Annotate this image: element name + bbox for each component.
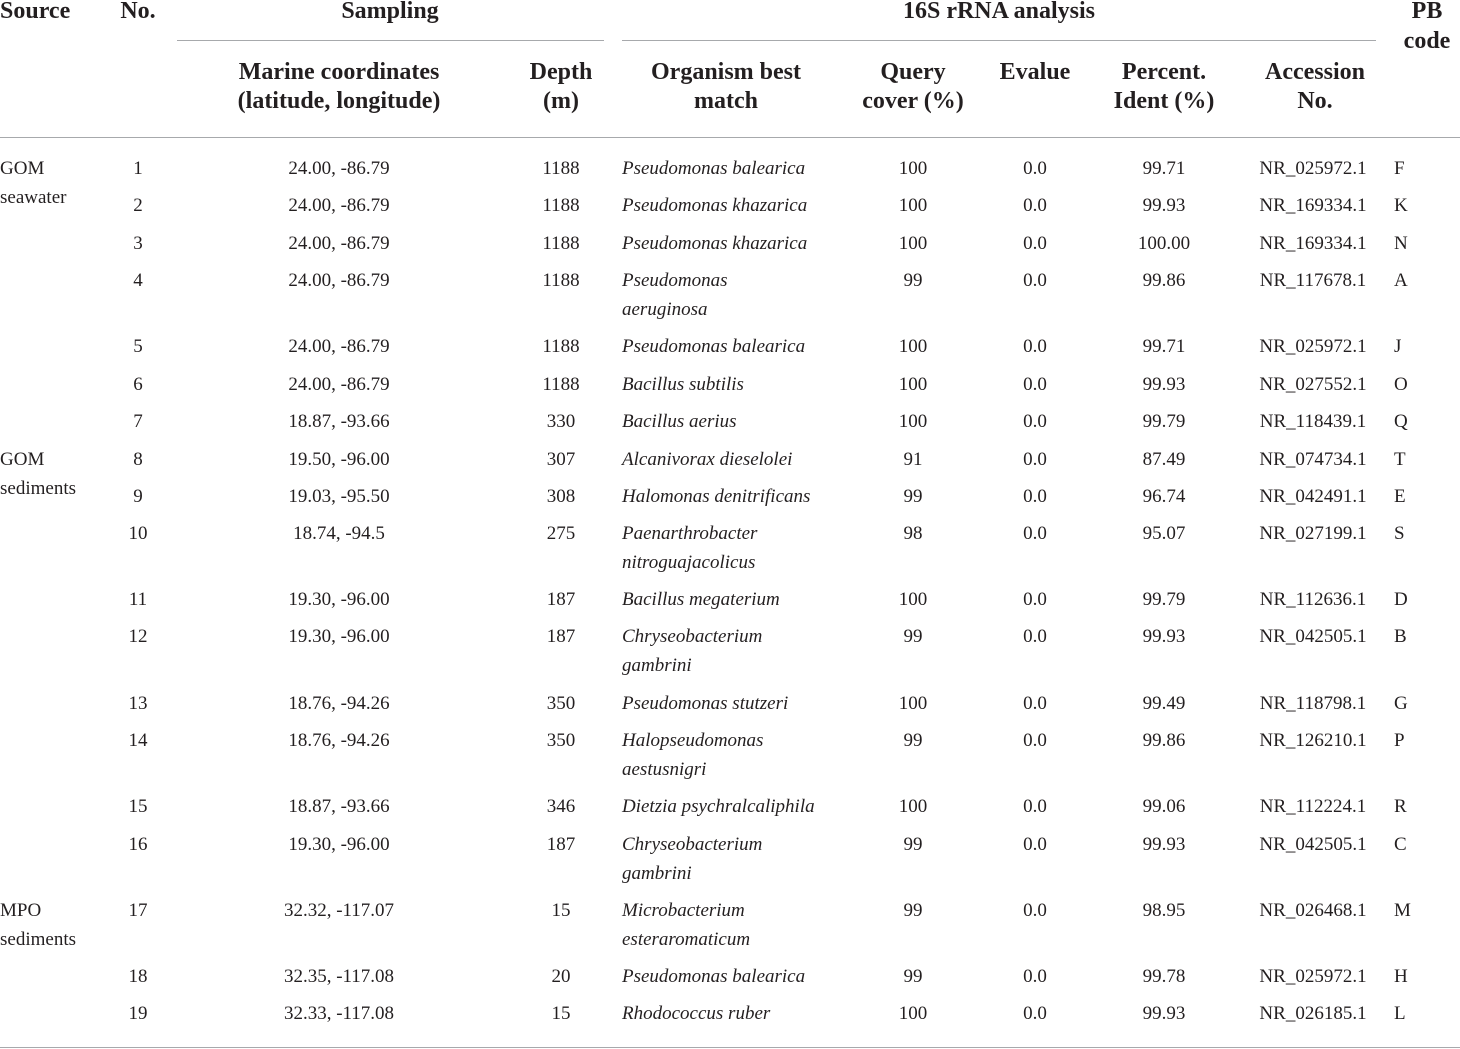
cell-query-cover: 91 bbox=[903, 449, 923, 470]
cell-no: 12 bbox=[128, 626, 148, 647]
cell-query-cover: 100 bbox=[898, 796, 928, 817]
cell-organism: Dietzia psychralcaliphila bbox=[622, 796, 815, 817]
cell-organism: gambrini bbox=[622, 863, 692, 884]
header-organism-line1: Organism best bbox=[651, 59, 801, 85]
cell-depth: 1188 bbox=[542, 233, 580, 254]
cell-accession: NR_126210.1 bbox=[1259, 730, 1367, 751]
cell-no: 13 bbox=[128, 693, 148, 714]
cell-coordinates: 18.87, -93.66 bbox=[288, 411, 390, 432]
cell-pb-code: Q bbox=[1394, 411, 1408, 432]
cell-no: 5 bbox=[133, 336, 143, 357]
cell-query-cover: 100 bbox=[898, 589, 928, 610]
cell-no: 7 bbox=[133, 411, 143, 432]
cell-organism: Pseudomonas bbox=[622, 270, 728, 291]
cell-coordinates: 24.00, -86.79 bbox=[288, 233, 390, 254]
cell-evalue: 0.0 bbox=[1023, 626, 1047, 647]
cell-no: 17 bbox=[128, 900, 148, 921]
cell-evalue: 0.0 bbox=[1023, 589, 1047, 610]
cell-evalue: 0.0 bbox=[1023, 693, 1047, 714]
cell-coordinates: 24.00, -86.79 bbox=[288, 374, 390, 395]
cell-no: 9 bbox=[133, 486, 143, 507]
header-query-cover-line2: cover (%) bbox=[862, 88, 964, 114]
cell-query-cover: 100 bbox=[898, 195, 928, 216]
cell-no: 14 bbox=[128, 730, 148, 751]
cell-organism: Bacillus megaterium bbox=[622, 589, 780, 610]
cell-source: MPO bbox=[0, 900, 42, 921]
cell-no: 2 bbox=[133, 195, 143, 216]
cell-no: 3 bbox=[133, 233, 143, 254]
cell-percent-ident: 99.93 bbox=[1142, 1003, 1186, 1024]
header-pb-code-line1: PB bbox=[1411, 0, 1443, 24]
cell-organism: gambrini bbox=[622, 655, 692, 676]
header-percent-ident-line2: Ident (%) bbox=[1113, 88, 1215, 114]
cell-depth: 308 bbox=[546, 486, 576, 507]
cell-coordinates: 24.00, -86.79 bbox=[288, 195, 390, 216]
cell-organism: Chryseobacterium bbox=[622, 626, 763, 647]
cell-source: sediments bbox=[0, 478, 76, 499]
cell-organism: Pseudomonas balearica bbox=[622, 336, 806, 357]
cell-coordinates: 24.00, -86.79 bbox=[288, 336, 390, 357]
cell-organism: Bacillus subtilis bbox=[622, 374, 744, 395]
cell-no: 6 bbox=[133, 374, 143, 395]
cell-percent-ident: 99.93 bbox=[1142, 374, 1186, 395]
header-evalue: Evalue bbox=[999, 59, 1071, 85]
cell-accession: NR_074734.1 bbox=[1259, 449, 1367, 470]
cell-percent-ident: 99.79 bbox=[1142, 589, 1186, 610]
cell-evalue: 0.0 bbox=[1023, 796, 1047, 817]
cell-organism: Pseudomonas khazarica bbox=[622, 233, 808, 254]
cell-pb-code: K bbox=[1394, 195, 1408, 216]
cell-no: 8 bbox=[133, 449, 143, 470]
cell-pb-code: O bbox=[1394, 374, 1408, 395]
cell-organism: Chryseobacterium bbox=[622, 834, 763, 855]
cell-accession: NR_118798.1 bbox=[1259, 693, 1367, 714]
cell-evalue: 0.0 bbox=[1023, 900, 1047, 921]
cell-percent-ident: 99.93 bbox=[1142, 626, 1186, 647]
cell-organism: Halomonas denitrificans bbox=[622, 486, 811, 507]
cell-depth: 15 bbox=[551, 900, 571, 921]
cell-no: 4 bbox=[133, 270, 143, 291]
cell-pb-code: N bbox=[1394, 233, 1408, 254]
cell-percent-ident: 99.78 bbox=[1142, 966, 1186, 987]
cell-accession: NR_025972.1 bbox=[1259, 966, 1367, 987]
cell-coordinates: 19.50, -96.00 bbox=[288, 449, 390, 470]
cell-accession: NR_026185.1 bbox=[1259, 1003, 1367, 1024]
cell-query-cover: 99 bbox=[903, 966, 923, 987]
cell-percent-ident: 99.71 bbox=[1142, 336, 1186, 357]
cell-depth: 187 bbox=[546, 626, 576, 647]
cell-accession: NR_027552.1 bbox=[1259, 374, 1367, 395]
cell-source: GOM bbox=[0, 449, 45, 470]
header-accession-line2: No. bbox=[1297, 88, 1333, 114]
cell-pb-code: B bbox=[1394, 626, 1407, 647]
cell-accession: NR_026468.1 bbox=[1259, 900, 1367, 921]
cell-accession: NR_112636.1 bbox=[1259, 589, 1367, 610]
cell-coordinates: 18.87, -93.66 bbox=[288, 796, 390, 817]
cell-depth: 187 bbox=[546, 834, 576, 855]
cell-coordinates: 32.33, -117.08 bbox=[283, 1003, 395, 1024]
cell-depth: 307 bbox=[546, 449, 576, 470]
cell-organism: Pseudomonas khazarica bbox=[622, 195, 808, 216]
cell-query-cover: 100 bbox=[898, 158, 928, 179]
cell-query-cover: 99 bbox=[903, 626, 923, 647]
cell-evalue: 0.0 bbox=[1023, 486, 1047, 507]
cell-percent-ident: 98.95 bbox=[1142, 900, 1186, 921]
cell-query-cover: 100 bbox=[898, 374, 928, 395]
cell-coordinates: 18.76, -94.26 bbox=[288, 693, 390, 714]
cell-pb-code: P bbox=[1394, 730, 1405, 751]
cell-accession: NR_042491.1 bbox=[1259, 486, 1367, 507]
cell-query-cover: 100 bbox=[898, 411, 928, 432]
cell-query-cover: 100 bbox=[898, 233, 928, 254]
cell-coordinates: 19.30, -96.00 bbox=[288, 626, 390, 647]
cell-no: 18 bbox=[128, 966, 148, 987]
cell-accession: NR_042505.1 bbox=[1259, 834, 1367, 855]
cell-organism: aestusnigri bbox=[622, 759, 707, 780]
cell-query-cover: 100 bbox=[898, 1003, 928, 1024]
cell-percent-ident: 99.49 bbox=[1142, 693, 1186, 714]
cell-evalue: 0.0 bbox=[1023, 233, 1047, 254]
cell-query-cover: 100 bbox=[898, 693, 928, 714]
cell-pb-code: T bbox=[1394, 449, 1406, 470]
cell-depth: 20 bbox=[551, 966, 571, 987]
rrna-group-rule bbox=[622, 40, 1376, 41]
cell-accession: NR_042505.1 bbox=[1259, 626, 1367, 647]
cell-accession: NR_027199.1 bbox=[1259, 523, 1367, 544]
cell-evalue: 0.0 bbox=[1023, 195, 1047, 216]
cell-percent-ident: 100.00 bbox=[1137, 233, 1191, 254]
cell-depth: 330 bbox=[546, 411, 576, 432]
cell-evalue: 0.0 bbox=[1023, 834, 1047, 855]
cell-query-cover: 99 bbox=[903, 834, 923, 855]
cell-depth: 275 bbox=[546, 523, 576, 544]
cell-pb-code: R bbox=[1394, 796, 1407, 817]
cell-accession: NR_112224.1 bbox=[1259, 796, 1367, 817]
cell-depth: 1188 bbox=[542, 270, 580, 291]
cell-coordinates: 19.30, -96.00 bbox=[288, 834, 390, 855]
cell-no: 19 bbox=[128, 1003, 148, 1024]
cell-coordinates: 24.00, -86.79 bbox=[288, 158, 390, 179]
cell-pb-code: M bbox=[1394, 900, 1411, 921]
cell-evalue: 0.0 bbox=[1023, 411, 1047, 432]
cell-coordinates: 19.30, -96.00 bbox=[288, 589, 390, 610]
cell-pb-code: C bbox=[1394, 834, 1407, 855]
cell-query-cover: 99 bbox=[903, 486, 923, 507]
cell-depth: 187 bbox=[546, 589, 576, 610]
cell-accession: NR_169334.1 bbox=[1259, 233, 1367, 254]
cell-coordinates: 18.74, -94.5 bbox=[293, 523, 385, 544]
cell-percent-ident: 99.79 bbox=[1142, 411, 1186, 432]
header-depth-line2: (m) bbox=[543, 88, 579, 114]
cell-pb-code: L bbox=[1394, 1003, 1406, 1024]
header-organism-line2: match bbox=[694, 88, 758, 114]
cell-depth: 1188 bbox=[542, 195, 580, 216]
cell-organism: Alcanivorax dieselolei bbox=[622, 449, 793, 470]
cell-pb-code: G bbox=[1394, 693, 1408, 714]
cell-depth: 350 bbox=[546, 693, 576, 714]
cell-evalue: 0.0 bbox=[1023, 730, 1047, 751]
header-percent-ident-line1: Percent. bbox=[1121, 59, 1207, 85]
cell-depth: 1188 bbox=[542, 374, 580, 395]
cell-source: seawater bbox=[0, 187, 67, 208]
cell-evalue: 0.0 bbox=[1023, 966, 1047, 987]
cell-evalue: 0.0 bbox=[1023, 523, 1047, 544]
header-no: No. bbox=[120, 0, 156, 24]
cell-organism: aeruginosa bbox=[622, 299, 708, 320]
cell-pb-code: A bbox=[1394, 270, 1408, 291]
cell-coordinates: 32.32, -117.07 bbox=[283, 900, 395, 921]
cell-source: sediments bbox=[0, 929, 76, 950]
cell-organism: Microbacterium bbox=[622, 900, 745, 921]
cell-no: 1 bbox=[133, 158, 143, 179]
cell-pb-code: S bbox=[1394, 523, 1405, 544]
sampling-group-rule bbox=[177, 40, 604, 41]
cell-depth: 346 bbox=[546, 796, 576, 817]
cell-query-cover: 99 bbox=[903, 900, 923, 921]
cell-percent-ident: 99.71 bbox=[1142, 158, 1186, 179]
cell-organism: Pseudomonas balearica bbox=[622, 158, 806, 179]
cell-evalue: 0.0 bbox=[1023, 374, 1047, 395]
cell-percent-ident: 99.86 bbox=[1142, 730, 1186, 751]
header-accession-line1: Accession bbox=[1265, 59, 1365, 85]
cell-query-cover: 100 bbox=[898, 336, 928, 357]
cell-coordinates: 32.35, -117.08 bbox=[283, 966, 395, 987]
cell-organism: esteraromaticum bbox=[622, 929, 751, 950]
cell-query-cover: 99 bbox=[903, 270, 923, 291]
cell-percent-ident: 87.49 bbox=[1142, 449, 1186, 470]
cell-organism: nitroguajacolicus bbox=[622, 552, 756, 573]
cell-accession: NR_117678.1 bbox=[1259, 270, 1367, 291]
cell-percent-ident: 99.86 bbox=[1142, 270, 1186, 291]
header-16s-rrna-analysis: 16S rRNA analysis bbox=[902, 0, 1096, 24]
cell-percent-ident: 99.06 bbox=[1142, 796, 1186, 817]
cell-evalue: 0.0 bbox=[1023, 158, 1047, 179]
cell-no: 10 bbox=[128, 523, 148, 544]
cell-accession: NR_169334.1 bbox=[1259, 195, 1367, 216]
cell-percent-ident: 99.93 bbox=[1142, 834, 1186, 855]
cell-evalue: 0.0 bbox=[1023, 449, 1047, 470]
header-coordinates-line1: Marine coordinates bbox=[238, 59, 440, 85]
table-bottom-rule bbox=[0, 1047, 1460, 1048]
cell-organism: Bacillus aerius bbox=[622, 411, 737, 432]
header-source: Source bbox=[0, 0, 71, 24]
cell-pb-code: E bbox=[1394, 486, 1406, 507]
cell-accession: NR_118439.1 bbox=[1259, 411, 1367, 432]
cell-organism: Halopseudomonas bbox=[622, 730, 764, 751]
cell-no: 16 bbox=[128, 834, 148, 855]
cell-pb-code: F bbox=[1394, 158, 1405, 179]
header-pb-code-line2: code bbox=[1403, 28, 1451, 54]
cell-accession: NR_025972.1 bbox=[1259, 336, 1367, 357]
cell-depth: 1188 bbox=[542, 336, 580, 357]
cell-pb-code: D bbox=[1394, 589, 1408, 610]
cell-accession: NR_025972.1 bbox=[1259, 158, 1367, 179]
cell-coordinates: 19.03, -95.50 bbox=[288, 486, 390, 507]
cell-no: 15 bbox=[128, 796, 148, 817]
header-query-cover-line1: Query bbox=[880, 59, 946, 85]
header-depth-line1: Depth bbox=[529, 59, 593, 85]
cell-pb-code: J bbox=[1394, 336, 1402, 357]
cell-evalue: 0.0 bbox=[1023, 1003, 1047, 1024]
cell-evalue: 0.0 bbox=[1023, 270, 1047, 291]
cell-organism: Pseudomonas balearica bbox=[622, 966, 806, 987]
header-bottom-rule bbox=[0, 137, 1460, 138]
cell-percent-ident: 99.93 bbox=[1142, 195, 1186, 216]
cell-source: GOM bbox=[0, 158, 45, 179]
cell-organism: Pseudomonas stutzeri bbox=[622, 693, 789, 714]
header-coordinates-line2: (latitude, longitude) bbox=[237, 88, 441, 114]
header-sampling: Sampling bbox=[341, 0, 439, 24]
cell-coordinates: 24.00, -86.79 bbox=[288, 270, 390, 291]
cell-organism: Paenarthrobacter bbox=[622, 523, 758, 544]
cell-no: 11 bbox=[128, 589, 148, 610]
cell-evalue: 0.0 bbox=[1023, 336, 1047, 357]
cell-query-cover: 99 bbox=[903, 730, 923, 751]
cell-pb-code: H bbox=[1394, 966, 1408, 987]
cell-depth: 1188 bbox=[542, 158, 580, 179]
cell-coordinates: 18.76, -94.26 bbox=[288, 730, 390, 751]
cell-organism: Rhodococcus ruber bbox=[622, 1003, 771, 1024]
cell-percent-ident: 95.07 bbox=[1142, 523, 1186, 544]
cell-query-cover: 98 bbox=[903, 523, 923, 544]
cell-percent-ident: 96.74 bbox=[1142, 486, 1186, 507]
cell-depth: 350 bbox=[546, 730, 576, 751]
cell-depth: 15 bbox=[551, 1003, 571, 1024]
